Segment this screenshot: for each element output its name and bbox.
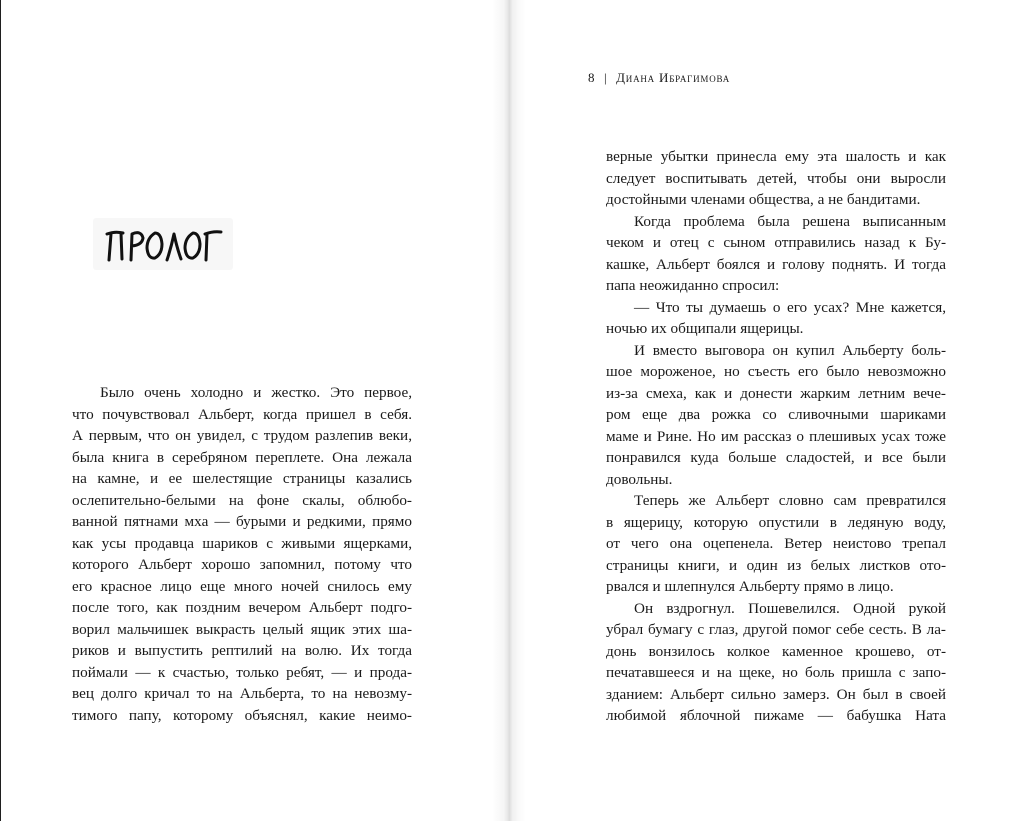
text-line: страницы книги, и один из белых листков ото- xyxy=(606,556,946,574)
text-line: шое мороженое, но съесть его было невозможно xyxy=(606,363,946,380)
author-name: Диана Ибрагимова xyxy=(616,70,731,85)
text-line: поймали — к счастью, только ребят, — и прода- xyxy=(72,663,412,681)
text-line: папа неожиданно спросил: xyxy=(606,277,780,294)
text-line: Теперь же Альберт словно сам превратился xyxy=(634,492,946,509)
text-line: которого Альберт хорошо запомнил, потому что xyxy=(72,556,412,573)
right-page-text xyxy=(606,146,946,727)
text-line: Было очень холодно и жестко. Это первое, xyxy=(100,384,412,401)
text-line: на камне, и ее шелестящие страницы казались xyxy=(72,470,412,487)
running-head xyxy=(588,70,730,86)
text-line: тимого папу, которому объяснял, какие неимо- xyxy=(72,706,412,724)
text-line: довольны. xyxy=(606,470,673,488)
text-line: печатавшееся и на щеке, но боль пришла с запо- xyxy=(606,664,946,681)
text-line: донь вонзилось колкое каменное крошево, от- xyxy=(606,642,946,660)
text-line: маме и Рине. Но им рассказ о плешивых усах тоже xyxy=(606,427,946,445)
text-line: ночью их общипали ящерицы. xyxy=(606,320,804,337)
text-line: ослепительно-белыми на фоне скалы, облюбо- xyxy=(72,491,412,509)
text-line: из-за смеха, как и донести жарким летним вече- xyxy=(606,384,946,402)
text-line: А первым, что он увидел, с трудом разлепив веки, xyxy=(72,427,412,444)
text-line: зданием: Альберт сильно замерз. Он был в своей xyxy=(606,685,946,703)
text-line: ворил мальчишек выкрасть целый ящик этих ша- xyxy=(72,620,412,638)
running-head-separator: | xyxy=(604,70,608,85)
text-line: его красное лицо еще много ночей снилось ему xyxy=(72,577,412,595)
text-line: ром еще два рожка со сливочными шариками xyxy=(606,406,946,423)
text-line: понравился куда больше сладостей, и все были xyxy=(606,449,946,466)
text-line: следует воспитывать детей, чтобы они выросли xyxy=(606,169,946,187)
page-number: 8 xyxy=(588,70,595,85)
text-line: риков и выпустить рептилий на волю. Их тогда xyxy=(72,642,412,659)
text-line: верные убытки принесла ему эта шалость и как xyxy=(606,148,946,165)
text-line: — Что ты думаешь о его усах? Мне кажется, xyxy=(634,298,946,316)
text-line: что почувствовал Альберт, когда пришел в себя. xyxy=(72,405,412,423)
right-page xyxy=(508,0,1016,821)
chapter-title xyxy=(93,218,233,270)
text-line: после того, как поздним вечером Альберт подго- xyxy=(72,599,412,616)
text-line: в ящерицу, которую опустили в ледяную воду, xyxy=(606,513,946,531)
text-line: ванной пятнами мха — бурыми и редкими, прямо xyxy=(72,513,412,530)
text-line: достойными членами общества, а не бандитами. xyxy=(606,191,921,208)
text-line: кашке, Альберт боялся и голову поднять. И тогда xyxy=(606,255,946,273)
chapter-title-text: ПРОЛОГ xyxy=(101,224,105,225)
text-line: любимой яблочной пижаме — бабушка Ната xyxy=(606,707,946,724)
text-line: как усы продавца шариков с живыми ящерками, xyxy=(72,534,412,552)
text-line: Он вздрогнул. Пошевелился. Одной рукой xyxy=(634,599,946,617)
text-line: была книга в серебряном переплете. Она лежала xyxy=(72,448,412,466)
text-line: рвался и шлепнулся Альберту прямо в лицо. xyxy=(606,578,894,595)
chapter-title-lettering xyxy=(101,224,225,264)
text-line: Когда проблема была решена выписанным xyxy=(634,212,946,230)
text-line: чеком и отец с сыном отправились назад к Бу- xyxy=(606,234,946,251)
left-page-text xyxy=(72,382,412,726)
text-line: убрал бумагу с глаз, другой помог себе сесть. В ла- xyxy=(606,621,946,638)
text-line: вец долго кричал то на Альберта, то на невозму- xyxy=(72,685,412,702)
text-line: И вместо выговора он купил Альберту боль- xyxy=(634,341,946,359)
text-line: от чего она оцепенела. Ветер неистово трепал xyxy=(606,535,946,552)
